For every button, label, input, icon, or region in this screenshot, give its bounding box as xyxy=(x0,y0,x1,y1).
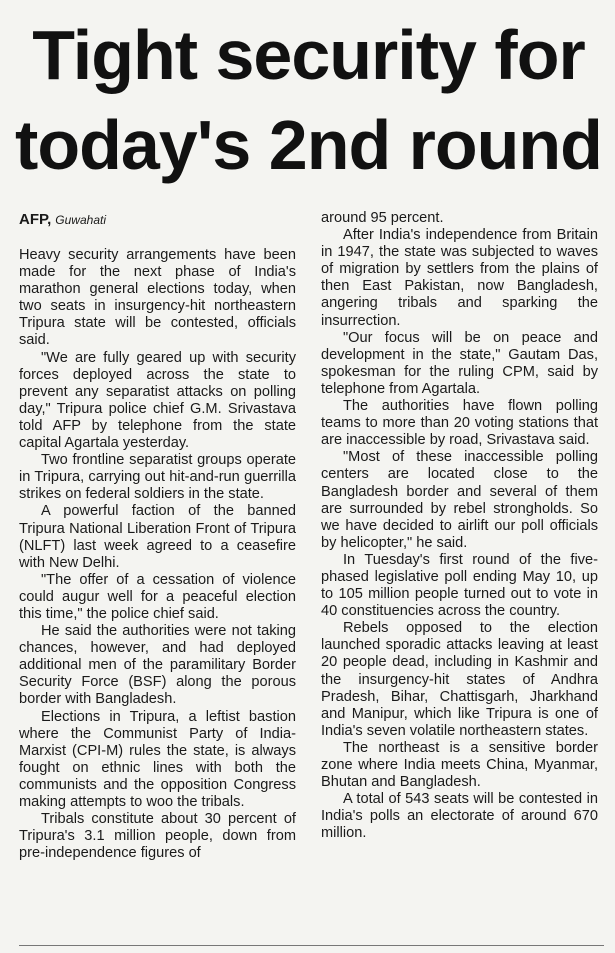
paragraph: Tribals constitute about 30 percent of Tripura's 3.1 million people, down from pre-independence figures of xyxy=(19,811,296,862)
paragraph: A powerful faction of the banned Tripura National Liberation Front of Tripura (NLFT) last week agreed to a ceasefire with New Delhi. xyxy=(19,503,296,571)
paragraph: He said the authorities were not taking chances, however, and had deployed additional men of the paramilitary Border Security Force (BSF) along the porous border with Bangladesh. xyxy=(19,623,296,708)
paragraph: A total of 543 seats will be contested in India's polls an electorate of around 670 million. xyxy=(321,791,598,842)
bottom-rule xyxy=(19,945,604,946)
paragraph: The authorities have flown polling teams to more than 20 voting stations that are inaccessible by road, Srivastava said. xyxy=(321,398,598,449)
article-column-right xyxy=(321,210,598,842)
headline-line-2: today's 2nd round xyxy=(15,106,602,184)
paragraph: Heavy security arrangements have been made for the next phase of India's marathon general elections today, when two seats in insurgency-hit northeastern Tripura state will be contested, officials said. xyxy=(19,247,296,349)
article-column-left xyxy=(19,210,296,862)
paragraph: After India's independence from Britain in 1947, the state was subjected to waves of migration by settlers from the plains of then East Pakistan, now Bangladesh, angering tribals and sparking the insurrection. xyxy=(321,227,598,329)
byline xyxy=(19,210,296,230)
paragraph: In Tuesday's first round of the five-phased legislative poll ending May 10, up to 105 million people turned out to vote in 40 constituencies across the country. xyxy=(321,551,598,620)
paragraph-continued: around 95 percent. xyxy=(321,210,444,226)
paragraph: "Most of these inaccessible polling centers are located close to the Bangladesh border and several of them are surrounded by rebel strongholds. So we have decided to airlift our poll officials by helicopter," he said. xyxy=(321,449,598,551)
paragraph: Elections in Tripura, a leftist bastion where the Communist Party of India-Marxist (CPI-M) rules the state, is always fought on ethnic lines with both the communists and the opposition Congress making attempts to woo the tribals. xyxy=(19,708,296,810)
paragraph: "The offer of a cessation of violence could augur well for a peaceful election this time," the police chief said. xyxy=(19,571,296,622)
paragraph: "Our focus will be on peace and development in the state," Gautam Das, spokesman for the ruling CPM, said by telephone from Agartala. xyxy=(321,329,598,397)
paragraph: The northeast is a sensitive border zone where India meets China, Myanmar, Bhutan and Bangladesh. xyxy=(321,739,598,791)
paragraph: "We are fully geared up with security forces deployed across the state to prevent any separatist attacks on polling day," Tripura police chief G.M. Srivastava told AFP by telephone from the state capital Agartala yesterday. xyxy=(19,349,296,452)
byline-city: Guwahati xyxy=(55,213,106,227)
headline xyxy=(6,10,611,190)
headline-line-1: Tight security for xyxy=(32,16,585,94)
paragraph: Two frontline separatist groups operate in Tripura, carrying out hit-and-run guerrilla strikes on federal soldiers in the state. xyxy=(19,452,296,503)
byline-agency: AFP, xyxy=(19,211,52,228)
paragraph: Rebels opposed to the election launched sporadic attacks leaving at least 20 people dead, including in Kashmir and the insurgency-hit states of Andhra Pradesh, Bihar, Chattisgarh, Jharkhand and Manipur, which like Tripura is one of India's seven volatile northeastern states. xyxy=(321,620,598,739)
